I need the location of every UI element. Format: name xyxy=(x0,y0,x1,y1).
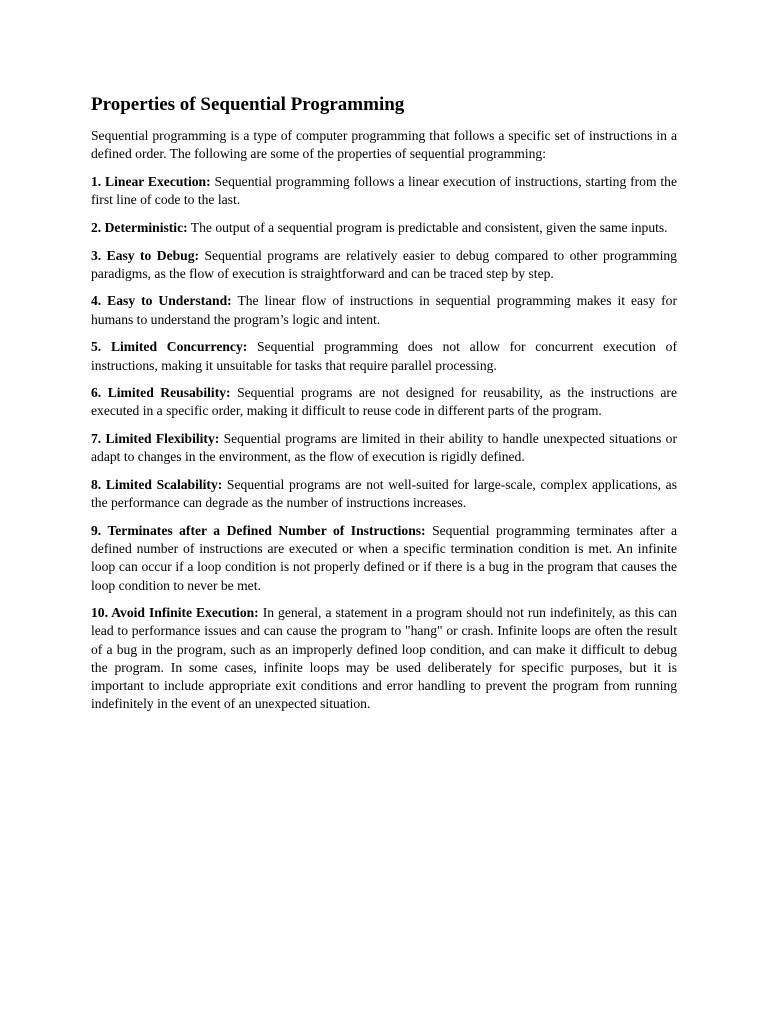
property-item-label: 1. Linear Execution: xyxy=(91,173,211,189)
property-item-label: 8. Limited Scalability: xyxy=(91,477,223,493)
property-item-label: 3. Easy to Debug: xyxy=(91,247,200,263)
property-item-label: 9. Terminates after a Defined Number of Instructions: xyxy=(91,522,426,538)
property-item-easy-to-understand xyxy=(91,292,677,328)
property-item-avoid-infinite-execution xyxy=(91,604,677,713)
property-item-linear-execution xyxy=(91,173,677,209)
document-title: Properties of Sequential Programming xyxy=(91,94,405,115)
property-item-limited-reusability xyxy=(91,384,677,420)
property-item-text: Sequential programs are relatively easier to debug compared to other programming paradigms, as the flow of execution is straightforward and can be traced step by step. xyxy=(91,247,677,281)
property-item-text: In general, a statement in a program should not run indefinitely, as this can lead to performance issues and can cause the program to "hang" or crash. Infinite loops are often the result of a bug in the program, such as an improperly defined loop condition, and can make it difficult to debug the program. In some cases, infinite loops may be used deliberately for specific purposes, but it is important to include appropriate exit conditions and error handling to prevent the program from running indefinitely in the event of an unexpected situation. xyxy=(91,605,677,712)
property-item-text: Sequential programming does not allow for concurrent execution of instructions, making it unsuitable for tasks that require parallel processing. xyxy=(91,339,677,373)
property-item-easy-to-debug xyxy=(91,247,677,283)
property-item-text: The linear flow of instructions in sequential programming makes it easy for humans to understand the program’s logic and intent. xyxy=(91,293,677,327)
document-page xyxy=(91,93,677,723)
property-item-limited-scalability xyxy=(91,476,677,512)
property-item-text: Sequential programs are not designed for reusability, as the instructions are executed in a specific order, making it difficult to reuse code in different parts of the program. xyxy=(91,385,677,419)
property-item-text: Sequential programs are not well-suited for large-scale, complex applications, as the performance can degrade as the number of instructions increases. xyxy=(91,477,678,511)
property-item-text: Sequential programming terminates after a defined number of instructions are executed or when a specific termination condition is met. An infinite loop can occur if a loop condition is not properly defined or if there is a bug in the program that causes the loop condition to never be met. xyxy=(91,522,678,593)
property-item-label: 2. Deterministic: xyxy=(91,219,188,235)
property-item-label: 7. Limited Flexibility: xyxy=(91,431,220,447)
property-item-label: 5. Limited Concurrency: xyxy=(91,339,248,355)
property-item-label: 10. Avoid Infinite Execution: xyxy=(91,605,259,621)
property-item-label: 6. Limited Reusability: xyxy=(91,385,231,401)
property-item-limited-flexibility xyxy=(91,430,677,466)
property-item-text: Sequential programming follows a linear execution of instructions, starting from the first line of code to the last. xyxy=(91,173,678,208)
property-item-limited-concurrency xyxy=(91,338,677,374)
property-item-terminates xyxy=(91,522,677,595)
property-item-text: Sequential programs are limited in their ability to handle unexpected situations or adapt to changes in the environment, as the flow of execution is rigidly defined. xyxy=(91,431,677,465)
intro-paragraph: Sequential programming is a type of computer programming that follows a specific set of instructions in a defined order. The following are some of the properties of sequential programming: xyxy=(91,128,677,162)
property-item-text: The output of a sequential program is predictable and consistent, given the same inputs. xyxy=(187,219,668,235)
property-item-deterministic xyxy=(91,219,677,237)
property-item-label: 4. Easy to Understand: xyxy=(91,293,232,309)
